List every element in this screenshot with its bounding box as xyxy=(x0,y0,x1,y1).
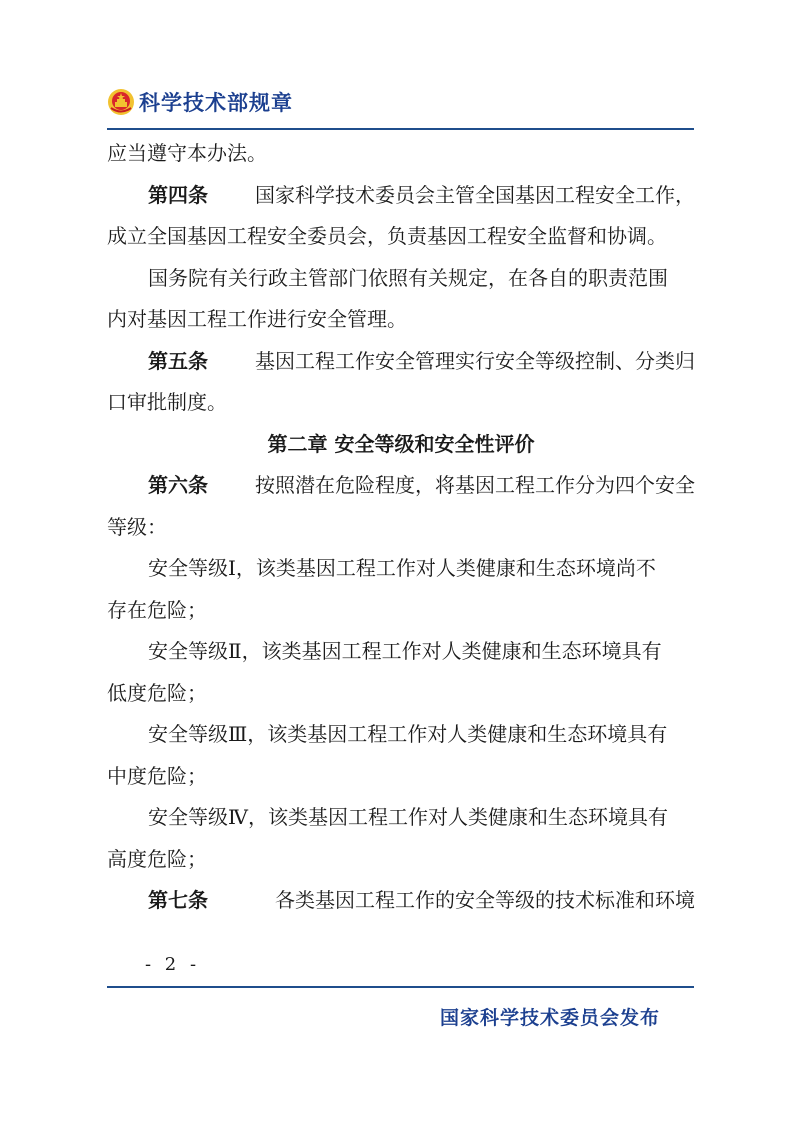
article-number: 第四条 xyxy=(148,182,208,207)
national-emblem-icon xyxy=(107,88,135,116)
text-line: 安全等级Ⅲ，该类基因工程工作对人类健康和生态环境具有 xyxy=(148,722,668,746)
text-line: 等级： xyxy=(107,514,167,539)
text-line: 安全等级Ⅳ，该类基因工程工作对人类健康和生态环境具有 xyxy=(148,805,668,829)
article-number: 第七条 xyxy=(148,888,208,912)
footer-publisher: 国家科学技术委员会发布 xyxy=(440,1007,661,1029)
page-header xyxy=(107,84,293,120)
text-line: 中度危险； xyxy=(107,763,207,788)
document-body xyxy=(107,133,695,922)
article-number: 第五条 xyxy=(148,348,208,373)
text-line: 口审批制度。 xyxy=(107,390,227,414)
article-5: 第五条 基因工程工作安全管理实行安全等级控制、分类归 xyxy=(107,341,695,383)
text-line: 安全等级Ⅰ，该类基因工程工作对人类健康和生态环境尚不 xyxy=(148,556,656,580)
chapter-heading: 第二章 安全等级和安全性评价 xyxy=(267,431,535,456)
text-line: 内对基因工程工作进行安全管理。 xyxy=(107,307,407,331)
text-line: 存在危险； xyxy=(107,597,207,622)
header-title: 科学技术部规章 xyxy=(139,91,293,115)
article-number: 第六条 xyxy=(148,473,208,497)
article-4: 第四条 国家科学技术委员会主管全国基因工程安全工作， xyxy=(107,175,695,217)
text-line: 应当遵守本办法。 xyxy=(107,141,267,165)
page-number: - 2 - xyxy=(145,954,201,975)
text-line: 低度危险； xyxy=(107,680,207,705)
article-7: 第七条 各类基因工程工作的安全等级的技术标准和环境 xyxy=(107,880,695,922)
text-line: 高度危险； xyxy=(107,846,207,871)
text-line: 安全等级Ⅱ，该类基因工程工作对人类健康和生态环境具有 xyxy=(148,639,662,663)
text-line: 成立全国基因工程安全委员会，负责基因工程安全监督和协调。 xyxy=(107,224,667,248)
footer-divider xyxy=(107,986,694,988)
header-divider xyxy=(107,128,694,130)
article-6: 第六条 按照潜在危险程度，将基因工程工作分为四个安全 xyxy=(107,465,695,507)
text-line: 国务院有关行政主管部门依照有关规定，在各自的职责范围 xyxy=(148,265,668,290)
